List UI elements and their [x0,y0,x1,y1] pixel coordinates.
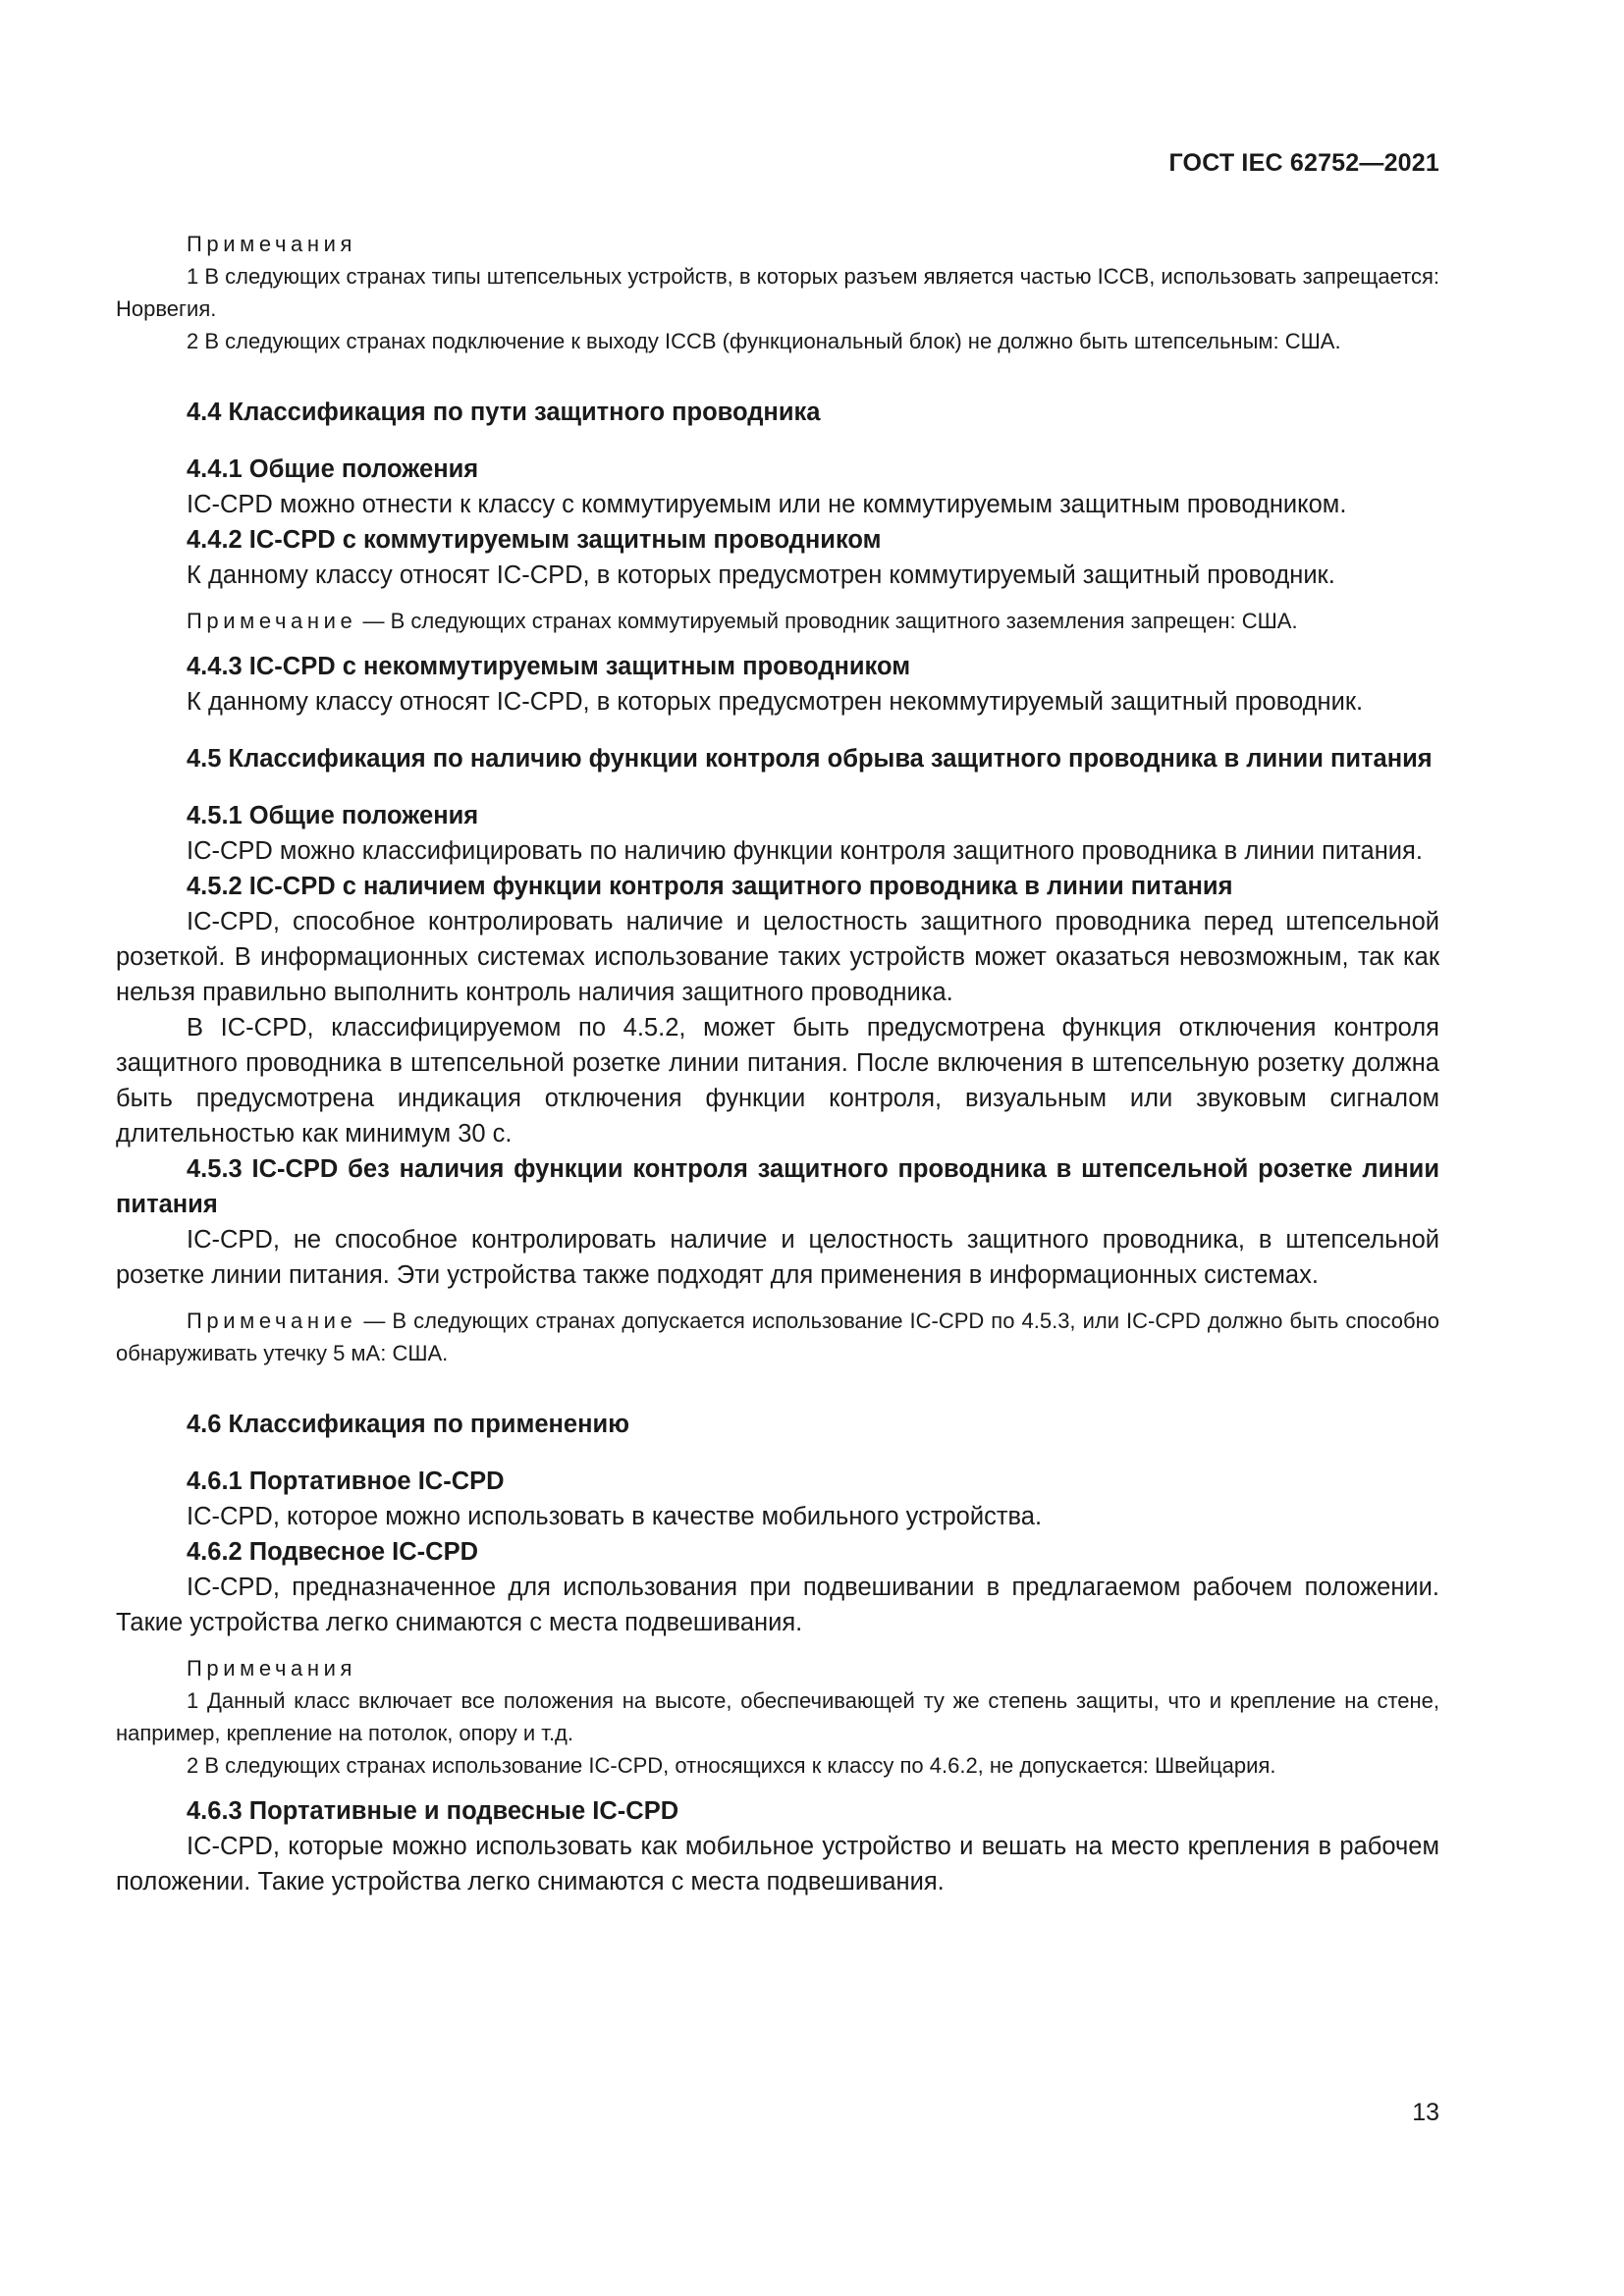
paragraph: IC-CPD, предназначенное для использования при подвешивании в предлагаемом рабочем положении. Такие устройства легко снимаются с места подвешивания. [116,1574,1439,1636]
section-heading-4-4-3: 4.4.3 IC-CPD с некоммутируемым защитным проводником [187,653,911,680]
section-heading-4-5-3: 4.5.3 IC-CPD без наличия функции контроля защитного проводника в штепсельной розетке линии питания [116,1155,1439,1218]
paragraph: IC-CPD можно отнести к классу с коммутируемым или не коммутируемым защитным проводником. [187,491,1347,518]
note [116,1305,1439,1369]
paragraph: IC-CPD, которые можно использовать как мобильное устройство и вешать на место крепления в рабочем положении. Такие устройства легко снимаются с места подвешивания. [116,1833,1439,1896]
note-label-text: Примечания [187,1656,357,1681]
section-heading-4-6-3: 4.6.3 Портативные и подвесные IC-CPD [187,1797,679,1825]
paragraph: К данному классу относят IC-CPD, в которых предусмотрен некоммутируемый защитный проводник. [187,688,1364,716]
note-text: — В следующих странах допускается использование IC-CPD по 4.5.3, или IC-CPD должно быть способно обнаруживать утечку 5 мА: США. [116,1308,1439,1365]
section-heading-4-6: 4.6 Классификация по применению [187,1411,629,1438]
paragraph: IC-CPD, которое можно использовать в качестве мобильного устройства. [187,1503,1043,1530]
paragraph: IC-CPD можно классифицировать по наличию функции контроля защитного проводника в линии питания. [187,837,1423,865]
page-number: 13 [1412,2099,1439,2126]
note-item: 2 В следующих странах использование IC-CPD, относящихся к классу по 4.6.2, не допускается: Швейцария. [187,1753,1276,1778]
paragraph: К данному классу относят IC-CPD, в которых предусмотрен коммутируемый защитный проводник. [187,561,1335,589]
note-item: 2 В следующих странах подключение к выходу ICCB (функциональный блок) не должно быть штепсельным: США. [187,329,1341,353]
section-heading-4-5: 4.5 Классификация по наличию функции контроля обрыва защитного проводника в линии питания [187,745,1433,773]
note-label [116,1652,1439,1684]
note-item: 1 Данный класс включает все положения на высоте, обеспечивающей ту же степень защиты, что и крепление на стене, например, крепление на потолок, опору и т.д. [116,1688,1439,1745]
note-label-text: Примечания [187,232,357,256]
note-label-text: Примечание [187,1308,357,1333]
paragraph: IC-CPD, способное контролировать наличие и целостность защитного проводника перед штепсельной розеткой. В информационных системах использование таких устройств может оказаться невозможным, так как нельзя правильно выполнить контроль наличия защитного проводника. [116,908,1439,1006]
document-id-header: ГОСТ IEC 62752—2021 [1168,149,1439,177]
note-label [116,228,1439,260]
page-content [116,228,1439,1899]
section-heading-4-6-1: 4.6.1 Портативное IC-CPD [187,1468,505,1495]
section-heading-4-4: 4.4 Классификация по пути защитного проводника [187,399,821,426]
note [116,605,1439,637]
section-heading-4-4-1: 4.4.1 Общие положения [187,455,479,483]
note-item: 1 В следующих странах типы штепсельных устройств, в которых разъем является частью ICCB, использовать запрещается: Норвегия. [116,264,1439,321]
note-text: — В следующих странах коммутируемый проводник защитного заземления запрещен: США. [356,609,1298,633]
paragraph: IC-CPD, не способное контролировать наличие и целостность защитного проводника, в штепсельной розетке линии питания. Эти устройства также подходят для применения в информационных системах. [116,1226,1439,1289]
section-heading-4-5-2: 4.5.2 IC-CPD с наличием функции контроля защитного проводника в линии питания [187,873,1233,900]
paragraph: В IC-CPD, классифицируемом по 4.5.2, может быть предусмотрена функция отключения контроля защитного проводника в штепсельной розетке линии питания. После включения в штепсельную розетку должна быть предусмотрена индикация отключения функции контроля, визуальным или звуковым сигналом длительностью как минимум 30 с. [116,1014,1439,1148]
section-heading-4-6-2: 4.6.2 Подвесное IC-CPD [187,1538,478,1566]
section-heading-4-5-1: 4.5.1 Общие положения [187,802,479,829]
note-label-text: Примечание [187,609,357,633]
section-heading-4-4-2: 4.4.2 IC-CPD с коммутируемым защитным проводником [187,526,882,554]
